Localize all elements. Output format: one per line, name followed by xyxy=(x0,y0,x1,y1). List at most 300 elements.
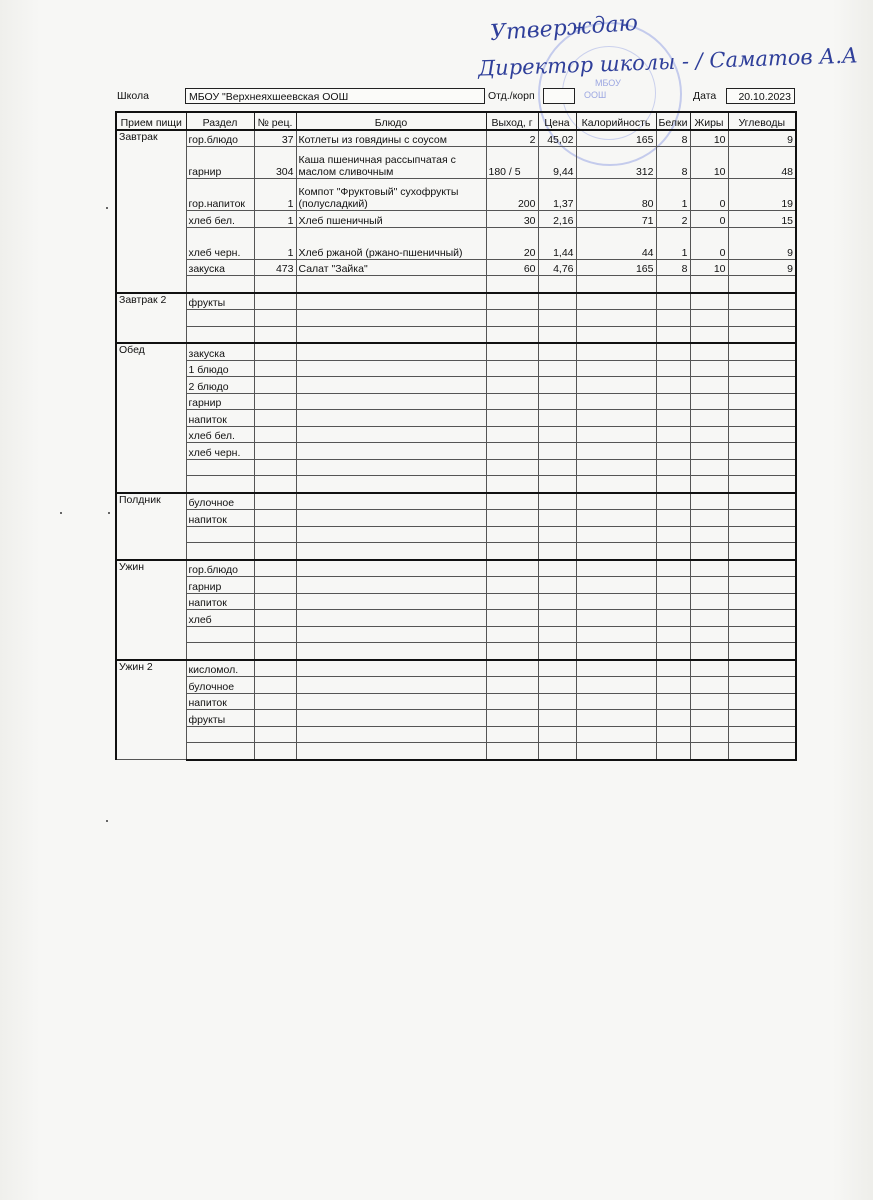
prot-cell: 2 xyxy=(656,211,690,228)
dish-cell xyxy=(296,343,486,360)
prot-cell xyxy=(656,426,690,443)
dish-cell xyxy=(296,710,486,727)
section-cell: хлеб черн. xyxy=(186,443,254,460)
section-cell: 1 блюдо xyxy=(186,360,254,377)
rec-cell xyxy=(254,626,296,643)
table-row xyxy=(116,710,796,727)
fat-cell xyxy=(690,459,728,476)
out-cell xyxy=(486,476,538,493)
price-cell xyxy=(538,276,576,293)
table-row xyxy=(116,743,796,760)
prot-cell xyxy=(656,710,690,727)
section-cell xyxy=(186,726,254,743)
meal-name: Завтрак xyxy=(116,130,186,293)
out-cell xyxy=(486,493,538,510)
rec-cell xyxy=(254,410,296,427)
fat-cell xyxy=(690,643,728,660)
approval-director: Директор школы - / Саматов А.А xyxy=(477,43,859,81)
rec-cell xyxy=(254,560,296,577)
prot-cell: 8 xyxy=(656,259,690,276)
table-row xyxy=(116,179,796,211)
out-cell xyxy=(486,459,538,476)
prot-cell xyxy=(656,677,690,694)
table-row xyxy=(116,593,796,610)
section-cell xyxy=(186,643,254,660)
kcal-cell xyxy=(576,426,656,443)
kcal-cell xyxy=(576,493,656,510)
carb-cell xyxy=(728,643,796,660)
scan-speck xyxy=(106,207,108,209)
out-cell xyxy=(486,626,538,643)
column-header: Цена xyxy=(538,112,576,130)
table-row xyxy=(116,677,796,694)
dish-cell xyxy=(296,410,486,427)
stamp-text-2: ООШ xyxy=(584,90,607,100)
rec-cell xyxy=(254,677,296,694)
prot-cell xyxy=(656,326,690,343)
price-cell xyxy=(538,543,576,560)
out-cell xyxy=(486,643,538,660)
prot-cell xyxy=(656,393,690,410)
price-cell xyxy=(538,626,576,643)
rec-cell: 304 xyxy=(254,147,296,179)
date-label: Дата xyxy=(693,90,717,102)
kcal-cell xyxy=(576,443,656,460)
carb-cell xyxy=(728,360,796,377)
carb-cell: 9 xyxy=(728,130,796,147)
table-row xyxy=(116,410,796,427)
out-cell: 60 xyxy=(486,259,538,276)
dish-cell xyxy=(296,693,486,710)
out-cell xyxy=(486,276,538,293)
out-cell xyxy=(486,710,538,727)
dish-cell xyxy=(296,543,486,560)
dish-cell xyxy=(296,526,486,543)
fat-cell xyxy=(690,560,728,577)
table-row xyxy=(116,227,796,259)
fat-cell: 10 xyxy=(690,259,728,276)
rec-cell xyxy=(254,377,296,394)
table-row xyxy=(116,211,796,228)
table-row xyxy=(116,626,796,643)
rec-cell xyxy=(254,293,296,310)
dish-cell xyxy=(296,677,486,694)
fat-cell: 0 xyxy=(690,211,728,228)
kcal-cell xyxy=(576,459,656,476)
table-row xyxy=(116,476,796,493)
kcal-cell xyxy=(576,660,656,677)
out-cell xyxy=(486,660,538,677)
out-cell xyxy=(486,743,538,760)
meal-name: Ужин xyxy=(116,560,186,660)
carb-cell xyxy=(728,493,796,510)
scan-speck xyxy=(106,820,108,822)
out-cell xyxy=(486,693,538,710)
section-cell xyxy=(186,476,254,493)
carb-cell xyxy=(728,593,796,610)
table-row xyxy=(116,130,796,147)
fat-cell xyxy=(690,577,728,594)
table-row xyxy=(116,493,796,510)
price-cell xyxy=(538,360,576,377)
section-cell: фрукты xyxy=(186,293,254,310)
table-row xyxy=(116,510,796,527)
price-cell: 1,44 xyxy=(538,227,576,259)
table-row xyxy=(116,543,796,560)
price-cell: 9,44 xyxy=(538,147,576,179)
fat-cell xyxy=(690,543,728,560)
price-cell xyxy=(538,660,576,677)
out-cell xyxy=(486,293,538,310)
price-cell xyxy=(538,593,576,610)
dish-cell xyxy=(296,593,486,610)
carb-cell xyxy=(728,610,796,627)
out-cell xyxy=(486,326,538,343)
dish-cell xyxy=(296,459,486,476)
meal-name: Полдник xyxy=(116,493,186,560)
fat-cell: 10 xyxy=(690,147,728,179)
section-cell: закуска xyxy=(186,343,254,360)
kcal-cell xyxy=(576,710,656,727)
section-cell: 2 блюдо xyxy=(186,377,254,394)
fat-cell xyxy=(690,393,728,410)
table-row xyxy=(116,393,796,410)
prot-cell xyxy=(656,610,690,627)
fat-cell xyxy=(690,360,728,377)
column-header: Жиры xyxy=(690,112,728,130)
carb-cell xyxy=(728,577,796,594)
rec-cell xyxy=(254,577,296,594)
kcal-cell xyxy=(576,677,656,694)
section-cell: гарнир xyxy=(186,393,254,410)
rec-cell xyxy=(254,426,296,443)
price-cell xyxy=(538,326,576,343)
kcal-cell: 71 xyxy=(576,211,656,228)
carb-cell xyxy=(728,693,796,710)
price-cell xyxy=(538,726,576,743)
section-cell: хлеб xyxy=(186,610,254,627)
dish-cell: Хлеб ржаной (ржано-пшеничный) xyxy=(296,227,486,259)
carb-cell xyxy=(728,426,796,443)
dish-cell xyxy=(296,293,486,310)
prot-cell xyxy=(656,693,690,710)
kcal-cell xyxy=(576,543,656,560)
fat-cell xyxy=(690,593,728,610)
kcal-cell xyxy=(576,610,656,627)
prot-cell: 8 xyxy=(656,130,690,147)
prot-cell xyxy=(656,626,690,643)
out-cell xyxy=(486,593,538,610)
rec-cell xyxy=(254,276,296,293)
prot-cell xyxy=(656,459,690,476)
out-cell xyxy=(486,426,538,443)
price-cell: 2,16 xyxy=(538,211,576,228)
price-cell xyxy=(538,526,576,543)
column-header: Прием пищи xyxy=(116,112,186,130)
rec-cell xyxy=(254,660,296,677)
prot-cell xyxy=(656,276,690,293)
column-header: Белки xyxy=(656,112,690,130)
carb-cell xyxy=(728,626,796,643)
section-cell: гарнир xyxy=(186,577,254,594)
out-cell xyxy=(486,610,538,627)
fat-cell xyxy=(690,310,728,327)
rec-cell xyxy=(254,593,296,610)
column-header: № рец. xyxy=(254,112,296,130)
dish-cell: Хлеб пшеничный xyxy=(296,211,486,228)
fat-cell xyxy=(690,377,728,394)
table-header-row xyxy=(116,112,796,130)
fat-cell xyxy=(690,326,728,343)
dish-cell xyxy=(296,643,486,660)
prot-cell xyxy=(656,726,690,743)
section-cell: булочное xyxy=(186,493,254,510)
price-cell xyxy=(538,310,576,327)
dish-cell xyxy=(296,626,486,643)
section-cell: хлеб бел. xyxy=(186,211,254,228)
rec-cell xyxy=(254,360,296,377)
rec-cell xyxy=(254,643,296,660)
out-cell xyxy=(486,560,538,577)
prot-cell xyxy=(656,743,690,760)
section-cell: кисломол. xyxy=(186,660,254,677)
carb-cell xyxy=(728,377,796,394)
price-cell: 1,37 xyxy=(538,179,576,211)
prot-cell xyxy=(656,476,690,493)
stamp-text: МБОУ xyxy=(595,78,621,88)
section-cell: булочное xyxy=(186,677,254,694)
scan-speck xyxy=(60,512,62,514)
document-header xyxy=(115,88,795,106)
dept-label: Отд./корп xyxy=(488,90,535,102)
section-cell: гор.блюдо xyxy=(186,560,254,577)
rec-cell xyxy=(254,476,296,493)
fat-cell xyxy=(690,510,728,527)
fat-cell xyxy=(690,443,728,460)
price-cell: 4,76 xyxy=(538,259,576,276)
carb-cell xyxy=(728,459,796,476)
section-cell: напиток xyxy=(186,410,254,427)
price-cell xyxy=(538,476,576,493)
meal-name: Обед xyxy=(116,343,186,493)
dish-cell: Каша пшеничная рассыпчатая с маслом сливочным xyxy=(296,147,486,179)
dish-cell xyxy=(296,326,486,343)
fat-cell xyxy=(690,276,728,293)
carb-cell: 9 xyxy=(728,227,796,259)
carb-cell xyxy=(728,310,796,327)
dish-cell xyxy=(296,610,486,627)
carb-cell xyxy=(728,677,796,694)
fat-cell xyxy=(690,660,728,677)
out-cell xyxy=(486,343,538,360)
price-cell xyxy=(538,426,576,443)
carb-cell: 9 xyxy=(728,259,796,276)
table-row xyxy=(116,147,796,179)
kcal-cell: 312 xyxy=(576,147,656,179)
dish-cell xyxy=(296,393,486,410)
prot-cell xyxy=(656,526,690,543)
kcal-cell xyxy=(576,377,656,394)
column-header: Углеводы xyxy=(728,112,796,130)
dish-cell xyxy=(296,493,486,510)
dish-cell xyxy=(296,476,486,493)
rec-cell: 1 xyxy=(254,227,296,259)
dish-cell: Котлеты из говядины с соусом xyxy=(296,130,486,147)
table-row xyxy=(116,293,796,310)
price-cell xyxy=(538,560,576,577)
fat-cell xyxy=(690,493,728,510)
rec-cell: 37 xyxy=(254,130,296,147)
section-cell xyxy=(186,743,254,760)
dish-cell xyxy=(296,743,486,760)
rec-cell: 473 xyxy=(254,259,296,276)
fat-cell: 0 xyxy=(690,227,728,259)
prot-cell: 1 xyxy=(656,179,690,211)
price-cell xyxy=(538,343,576,360)
fat-cell xyxy=(690,476,728,493)
price-cell: 45,02 xyxy=(538,130,576,147)
dish-cell xyxy=(296,660,486,677)
dish-cell: Салат "Зайка" xyxy=(296,259,486,276)
kcal-cell: 44 xyxy=(576,227,656,259)
kcal-cell: 165 xyxy=(576,130,656,147)
carb-cell xyxy=(728,276,796,293)
approval-title: Утверждаю xyxy=(489,10,639,47)
carb-cell xyxy=(728,326,796,343)
dish-cell: Компот "Фруктовый" сухофрукты (полусладкий) xyxy=(296,179,486,211)
kcal-cell: 165 xyxy=(576,259,656,276)
kcal-cell xyxy=(576,360,656,377)
rec-cell xyxy=(254,493,296,510)
carb-cell xyxy=(728,726,796,743)
table-row xyxy=(116,343,796,360)
carb-cell xyxy=(728,660,796,677)
price-cell xyxy=(538,443,576,460)
table-row xyxy=(116,610,796,627)
section-cell xyxy=(186,543,254,560)
prot-cell: 8 xyxy=(656,147,690,179)
out-cell xyxy=(486,410,538,427)
price-cell xyxy=(538,410,576,427)
price-cell xyxy=(538,393,576,410)
out-cell: 200 xyxy=(486,179,538,211)
out-cell: 30 xyxy=(486,211,538,228)
table-row xyxy=(116,276,796,293)
prot-cell xyxy=(656,660,690,677)
table-row xyxy=(116,560,796,577)
price-cell xyxy=(538,377,576,394)
kcal-cell xyxy=(576,743,656,760)
rec-cell: 1 xyxy=(254,211,296,228)
dish-cell xyxy=(296,360,486,377)
dish-cell xyxy=(296,426,486,443)
table-row xyxy=(116,443,796,460)
table-row xyxy=(116,526,796,543)
section-cell: хлеб бел. xyxy=(186,426,254,443)
section-cell: гор.напиток xyxy=(186,179,254,211)
section-cell: напиток xyxy=(186,693,254,710)
price-cell xyxy=(538,610,576,627)
prot-cell: 1 xyxy=(656,227,690,259)
prot-cell xyxy=(656,443,690,460)
carb-cell xyxy=(728,526,796,543)
section-cell xyxy=(186,276,254,293)
dish-cell xyxy=(296,560,486,577)
meal-name: Ужин 2 xyxy=(116,660,186,760)
school-name-field: МБОУ "Верхнеяхшеевская ООШ xyxy=(185,88,485,104)
kcal-cell xyxy=(576,276,656,293)
prot-cell xyxy=(656,543,690,560)
rec-cell xyxy=(254,443,296,460)
kcal-cell xyxy=(576,526,656,543)
table-row xyxy=(116,310,796,327)
table-row xyxy=(116,643,796,660)
carb-cell xyxy=(728,443,796,460)
prot-cell xyxy=(656,560,690,577)
fat-cell xyxy=(690,726,728,743)
approval-signature xyxy=(477,10,873,84)
prot-cell xyxy=(656,293,690,310)
section-cell: фрукты xyxy=(186,710,254,727)
prot-cell xyxy=(656,343,690,360)
prot-cell xyxy=(656,377,690,394)
carb-cell xyxy=(728,743,796,760)
prot-cell xyxy=(656,577,690,594)
fat-cell xyxy=(690,410,728,427)
prot-cell xyxy=(656,410,690,427)
section-cell xyxy=(186,626,254,643)
out-cell xyxy=(486,726,538,743)
meal-name: Завтрак 2 xyxy=(116,293,186,344)
kcal-cell xyxy=(576,326,656,343)
carb-cell: 19 xyxy=(728,179,796,211)
kcal-cell xyxy=(576,293,656,310)
section-cell: гор.блюдо xyxy=(186,130,254,147)
out-cell xyxy=(486,443,538,460)
column-header: Блюдо xyxy=(296,112,486,130)
fat-cell xyxy=(690,526,728,543)
fat-cell xyxy=(690,426,728,443)
section-cell: напиток xyxy=(186,593,254,610)
section-cell: напиток xyxy=(186,510,254,527)
out-cell xyxy=(486,360,538,377)
dish-cell xyxy=(296,310,486,327)
price-cell xyxy=(538,693,576,710)
rec-cell xyxy=(254,693,296,710)
dept-field xyxy=(543,88,575,104)
rec-cell xyxy=(254,726,296,743)
out-cell xyxy=(486,577,538,594)
rec-cell xyxy=(254,710,296,727)
kcal-cell xyxy=(576,693,656,710)
carb-cell: 48 xyxy=(728,147,796,179)
kcal-cell xyxy=(576,476,656,493)
fat-cell xyxy=(690,693,728,710)
kcal-cell xyxy=(576,310,656,327)
table-row xyxy=(116,459,796,476)
kcal-cell xyxy=(576,343,656,360)
table-row xyxy=(116,660,796,677)
kcal-cell xyxy=(576,643,656,660)
section-cell: гарнир xyxy=(186,147,254,179)
out-cell xyxy=(486,310,538,327)
out-cell: 20 xyxy=(486,227,538,259)
kcal-cell xyxy=(576,626,656,643)
carb-cell xyxy=(728,410,796,427)
out-cell xyxy=(486,677,538,694)
price-cell xyxy=(538,510,576,527)
dish-cell xyxy=(296,276,486,293)
